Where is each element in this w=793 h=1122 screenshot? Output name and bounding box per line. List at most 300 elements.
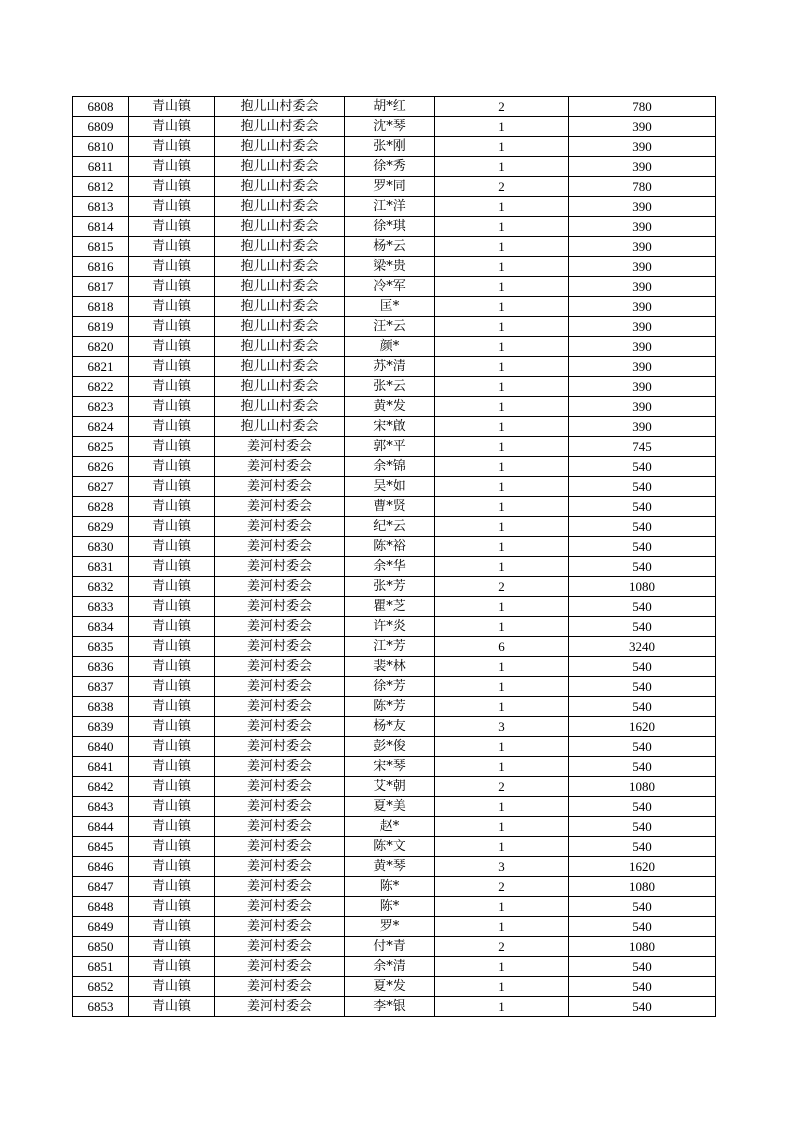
row-number-cell: 6816 (73, 257, 129, 277)
village-committee-cell: 抱儿山村委会 (215, 397, 345, 417)
count-cell: 1 (435, 217, 569, 237)
name-cell: 张*芳 (345, 577, 435, 597)
name-cell: 沈*琴 (345, 117, 435, 137)
row-number-cell: 6835 (73, 637, 129, 657)
table-row (73, 777, 716, 797)
name-cell: 宋*琴 (345, 757, 435, 777)
count-cell: 1 (435, 137, 569, 157)
count-cell: 1 (435, 297, 569, 317)
name-cell: 匡* (345, 297, 435, 317)
town-cell: 青山镇 (129, 197, 215, 217)
amount-cell: 540 (569, 657, 716, 677)
town-cell: 青山镇 (129, 117, 215, 137)
name-cell: 杨*友 (345, 717, 435, 737)
village-committee-cell: 姜河村委会 (215, 437, 345, 457)
table-row (73, 137, 716, 157)
count-cell: 1 (435, 277, 569, 297)
table-row (73, 837, 716, 857)
village-committee-cell: 姜河村委会 (215, 737, 345, 757)
count-cell: 1 (435, 677, 569, 697)
name-cell: 江*芳 (345, 637, 435, 657)
table-row (73, 877, 716, 897)
amount-cell: 540 (569, 477, 716, 497)
name-cell: 胡*红 (345, 97, 435, 117)
row-number-cell: 6815 (73, 237, 129, 257)
row-number-cell: 6849 (73, 917, 129, 937)
town-cell: 青山镇 (129, 517, 215, 537)
count-cell: 3 (435, 717, 569, 737)
amount-cell: 1080 (569, 777, 716, 797)
row-number-cell: 6843 (73, 797, 129, 817)
row-number-cell: 6853 (73, 997, 129, 1017)
amount-cell: 540 (569, 797, 716, 817)
row-number-cell: 6845 (73, 837, 129, 857)
name-cell: 瞿*芝 (345, 597, 435, 617)
village-committee-cell: 姜河村委会 (215, 557, 345, 577)
count-cell: 1 (435, 357, 569, 377)
village-committee-cell: 姜河村委会 (215, 537, 345, 557)
count-cell: 1 (435, 497, 569, 517)
amount-cell: 540 (569, 457, 716, 477)
count-cell: 1 (435, 197, 569, 217)
town-cell: 青山镇 (129, 897, 215, 917)
table-row (73, 677, 716, 697)
count-cell: 1 (435, 317, 569, 337)
table-row (73, 657, 716, 677)
name-cell: 赵* (345, 817, 435, 837)
village-committee-cell: 抱儿山村委会 (215, 337, 345, 357)
row-number-cell: 6817 (73, 277, 129, 297)
village-committee-cell: 抱儿山村委会 (215, 97, 345, 117)
village-committee-cell: 抱儿山村委会 (215, 217, 345, 237)
town-cell: 青山镇 (129, 337, 215, 357)
row-number-cell: 6847 (73, 877, 129, 897)
village-committee-cell: 姜河村委会 (215, 717, 345, 737)
count-cell: 2 (435, 177, 569, 197)
village-committee-cell: 姜河村委会 (215, 677, 345, 697)
row-number-cell: 6830 (73, 537, 129, 557)
count-cell: 2 (435, 877, 569, 897)
amount-cell: 540 (569, 917, 716, 937)
name-cell: 陈*文 (345, 837, 435, 857)
amount-cell: 540 (569, 957, 716, 977)
amount-cell: 390 (569, 397, 716, 417)
name-cell: 吴*如 (345, 477, 435, 497)
table-row (73, 157, 716, 177)
amount-cell: 1620 (569, 857, 716, 877)
town-cell: 青山镇 (129, 677, 215, 697)
village-committee-cell: 姜河村委会 (215, 817, 345, 837)
town-cell: 青山镇 (129, 477, 215, 497)
name-cell: 许*炎 (345, 617, 435, 637)
count-cell: 1 (435, 537, 569, 557)
name-cell: 付*青 (345, 937, 435, 957)
town-cell: 青山镇 (129, 157, 215, 177)
town-cell: 青山镇 (129, 497, 215, 517)
town-cell: 青山镇 (129, 217, 215, 237)
count-cell: 3 (435, 857, 569, 877)
name-cell: 梁*贵 (345, 257, 435, 277)
row-number-cell: 6826 (73, 457, 129, 477)
table-row (73, 897, 716, 917)
table-row (73, 937, 716, 957)
name-cell: 陈* (345, 877, 435, 897)
amount-cell: 390 (569, 237, 716, 257)
amount-cell: 390 (569, 377, 716, 397)
name-cell: 纪*云 (345, 517, 435, 537)
count-cell: 1 (435, 797, 569, 817)
village-committee-cell: 姜河村委会 (215, 657, 345, 677)
name-cell: 艾*朝 (345, 777, 435, 797)
village-committee-cell: 姜河村委会 (215, 777, 345, 797)
village-committee-cell: 姜河村委会 (215, 457, 345, 477)
table-row (73, 477, 716, 497)
amount-cell: 1080 (569, 877, 716, 897)
town-cell: 青山镇 (129, 937, 215, 957)
table-row (73, 817, 716, 837)
name-cell: 夏*发 (345, 977, 435, 997)
name-cell: 余*华 (345, 557, 435, 577)
table-row (73, 97, 716, 117)
name-cell: 江*洋 (345, 197, 435, 217)
table-row (73, 377, 716, 397)
village-committee-cell: 姜河村委会 (215, 697, 345, 717)
name-cell: 黄*发 (345, 397, 435, 417)
village-committee-cell: 姜河村委会 (215, 577, 345, 597)
row-number-cell: 6841 (73, 757, 129, 777)
count-cell: 6 (435, 637, 569, 657)
table-row (73, 597, 716, 617)
village-committee-cell: 抱儿山村委会 (215, 277, 345, 297)
table-row (73, 617, 716, 637)
table-row (73, 257, 716, 277)
town-cell: 青山镇 (129, 237, 215, 257)
row-number-cell: 6851 (73, 957, 129, 977)
count-cell: 1 (435, 237, 569, 257)
count-cell: 1 (435, 557, 569, 577)
row-number-cell: 6809 (73, 117, 129, 137)
table-row (73, 917, 716, 937)
count-cell: 1 (435, 337, 569, 357)
town-cell: 青山镇 (129, 97, 215, 117)
town-cell: 青山镇 (129, 877, 215, 897)
village-committee-cell: 姜河村委会 (215, 897, 345, 917)
town-cell: 青山镇 (129, 317, 215, 337)
amount-cell: 540 (569, 757, 716, 777)
row-number-cell: 6808 (73, 97, 129, 117)
amount-cell: 540 (569, 557, 716, 577)
count-cell: 1 (435, 477, 569, 497)
table-row (73, 737, 716, 757)
row-number-cell: 6825 (73, 437, 129, 457)
row-number-cell: 6828 (73, 497, 129, 517)
town-cell: 青山镇 (129, 277, 215, 297)
town-cell: 青山镇 (129, 437, 215, 457)
count-cell: 1 (435, 997, 569, 1017)
village-committee-cell: 抱儿山村委会 (215, 237, 345, 257)
town-cell: 青山镇 (129, 917, 215, 937)
table-row (73, 217, 716, 237)
town-cell: 青山镇 (129, 697, 215, 717)
table-row (73, 577, 716, 597)
row-number-cell: 6811 (73, 157, 129, 177)
table-row (73, 357, 716, 377)
village-committee-cell: 姜河村委会 (215, 497, 345, 517)
village-committee-cell: 抱儿山村委会 (215, 257, 345, 277)
amount-cell: 540 (569, 617, 716, 637)
count-cell: 1 (435, 917, 569, 937)
table-row (73, 417, 716, 437)
table-row (73, 997, 716, 1017)
amount-cell: 390 (569, 197, 716, 217)
row-number-cell: 6829 (73, 517, 129, 537)
town-cell: 青山镇 (129, 537, 215, 557)
table-row (73, 277, 716, 297)
table-body (73, 97, 716, 1017)
village-committee-cell: 姜河村委会 (215, 937, 345, 957)
count-cell: 1 (435, 417, 569, 437)
name-cell: 杨*云 (345, 237, 435, 257)
amount-cell: 540 (569, 697, 716, 717)
row-number-cell: 6840 (73, 737, 129, 757)
village-committee-cell: 姜河村委会 (215, 917, 345, 937)
name-cell: 陈* (345, 897, 435, 917)
table-row (73, 457, 716, 477)
table-row (73, 977, 716, 997)
row-number-cell: 6846 (73, 857, 129, 877)
count-cell: 2 (435, 97, 569, 117)
count-cell: 1 (435, 977, 569, 997)
count-cell: 1 (435, 897, 569, 917)
count-cell: 1 (435, 457, 569, 477)
count-cell: 2 (435, 777, 569, 797)
count-cell: 2 (435, 577, 569, 597)
row-number-cell: 6810 (73, 137, 129, 157)
row-number-cell: 6834 (73, 617, 129, 637)
table-row (73, 177, 716, 197)
count-cell: 1 (435, 257, 569, 277)
amount-cell: 3240 (569, 637, 716, 657)
row-number-cell: 6838 (73, 697, 129, 717)
amount-cell: 390 (569, 217, 716, 237)
table-row (73, 337, 716, 357)
town-cell: 青山镇 (129, 657, 215, 677)
amount-cell: 390 (569, 117, 716, 137)
name-cell: 曹*贤 (345, 497, 435, 517)
count-cell: 1 (435, 657, 569, 677)
village-committee-cell: 姜河村委会 (215, 617, 345, 637)
amount-cell: 540 (569, 537, 716, 557)
village-committee-cell: 抱儿山村委会 (215, 317, 345, 337)
count-cell: 1 (435, 117, 569, 137)
town-cell: 青山镇 (129, 417, 215, 437)
table-row (73, 757, 716, 777)
town-cell: 青山镇 (129, 357, 215, 377)
amount-cell: 390 (569, 157, 716, 177)
amount-cell: 1080 (569, 937, 716, 957)
town-cell: 青山镇 (129, 637, 215, 657)
amount-cell: 390 (569, 277, 716, 297)
village-committee-cell: 姜河村委会 (215, 477, 345, 497)
amount-cell: 780 (569, 97, 716, 117)
town-cell: 青山镇 (129, 797, 215, 817)
table-row (73, 297, 716, 317)
table-row (73, 857, 716, 877)
amount-cell: 540 (569, 997, 716, 1017)
name-cell: 宋*啟 (345, 417, 435, 437)
amount-cell: 1080 (569, 577, 716, 597)
count-cell: 2 (435, 937, 569, 957)
amount-cell: 780 (569, 177, 716, 197)
town-cell: 青山镇 (129, 297, 215, 317)
table-row (73, 557, 716, 577)
table-row (73, 437, 716, 457)
count-cell: 1 (435, 957, 569, 977)
town-cell: 青山镇 (129, 177, 215, 197)
name-cell: 郭*平 (345, 437, 435, 457)
name-cell: 夏*美 (345, 797, 435, 817)
amount-cell: 390 (569, 317, 716, 337)
town-cell: 青山镇 (129, 717, 215, 737)
row-number-cell: 6820 (73, 337, 129, 357)
row-number-cell: 6813 (73, 197, 129, 217)
row-number-cell: 6821 (73, 357, 129, 377)
village-committee-cell: 姜河村委会 (215, 797, 345, 817)
town-cell: 青山镇 (129, 857, 215, 877)
name-cell: 黄*琴 (345, 857, 435, 877)
town-cell: 青山镇 (129, 377, 215, 397)
name-cell: 徐*秀 (345, 157, 435, 177)
table-row (73, 497, 716, 517)
name-cell: 余*清 (345, 957, 435, 977)
amount-cell: 540 (569, 897, 716, 917)
name-cell: 罗* (345, 917, 435, 937)
row-number-cell: 6836 (73, 657, 129, 677)
name-cell: 彭*俊 (345, 737, 435, 757)
town-cell: 青山镇 (129, 997, 215, 1017)
village-committee-cell: 姜河村委会 (215, 997, 345, 1017)
amount-cell: 540 (569, 677, 716, 697)
count-cell: 1 (435, 617, 569, 637)
table-row (73, 117, 716, 137)
amount-cell: 540 (569, 977, 716, 997)
count-cell: 1 (435, 397, 569, 417)
name-cell: 徐*芳 (345, 677, 435, 697)
village-committee-cell: 姜河村委会 (215, 597, 345, 617)
town-cell: 青山镇 (129, 557, 215, 577)
amount-cell: 540 (569, 737, 716, 757)
name-cell: 余*锦 (345, 457, 435, 477)
table-row (73, 397, 716, 417)
amount-cell: 540 (569, 837, 716, 857)
table-row (73, 517, 716, 537)
village-committee-cell: 抱儿山村委会 (215, 357, 345, 377)
name-cell: 苏*清 (345, 357, 435, 377)
village-committee-cell: 姜河村委会 (215, 857, 345, 877)
table-row (73, 537, 716, 557)
name-cell: 罗*同 (345, 177, 435, 197)
name-cell: 张*云 (345, 377, 435, 397)
village-committee-cell: 抱儿山村委会 (215, 377, 345, 397)
amount-cell: 540 (569, 497, 716, 517)
amount-cell: 540 (569, 597, 716, 617)
name-cell: 裴*林 (345, 657, 435, 677)
town-cell: 青山镇 (129, 817, 215, 837)
village-committee-cell: 抱儿山村委会 (215, 177, 345, 197)
town-cell: 青山镇 (129, 397, 215, 417)
town-cell: 青山镇 (129, 977, 215, 997)
town-cell: 青山镇 (129, 597, 215, 617)
village-committee-cell: 抱儿山村委会 (215, 117, 345, 137)
town-cell: 青山镇 (129, 737, 215, 757)
table-row (73, 197, 716, 217)
row-number-cell: 6852 (73, 977, 129, 997)
name-cell: 李*银 (345, 997, 435, 1017)
amount-cell: 390 (569, 337, 716, 357)
town-cell: 青山镇 (129, 957, 215, 977)
village-committee-cell: 姜河村委会 (215, 957, 345, 977)
town-cell: 青山镇 (129, 837, 215, 857)
row-number-cell: 6827 (73, 477, 129, 497)
table-row (73, 957, 716, 977)
name-cell: 张*刚 (345, 137, 435, 157)
row-number-cell: 6833 (73, 597, 129, 617)
row-number-cell: 6832 (73, 577, 129, 597)
village-committee-cell: 姜河村委会 (215, 517, 345, 537)
village-committee-cell: 抱儿山村委会 (215, 417, 345, 437)
village-committee-cell: 抱儿山村委会 (215, 137, 345, 157)
village-committee-cell: 抱儿山村委会 (215, 197, 345, 217)
data-table (72, 96, 716, 1017)
village-committee-cell: 抱儿山村委会 (215, 297, 345, 317)
table-row (73, 797, 716, 817)
village-committee-cell: 姜河村委会 (215, 637, 345, 657)
table-row (73, 237, 716, 257)
count-cell: 1 (435, 377, 569, 397)
table-row (73, 317, 716, 337)
town-cell: 青山镇 (129, 757, 215, 777)
amount-cell: 540 (569, 517, 716, 537)
row-number-cell: 6850 (73, 937, 129, 957)
town-cell: 青山镇 (129, 457, 215, 477)
table-row (73, 717, 716, 737)
town-cell: 青山镇 (129, 617, 215, 637)
count-cell: 1 (435, 437, 569, 457)
row-number-cell: 6848 (73, 897, 129, 917)
count-cell: 1 (435, 697, 569, 717)
amount-cell: 390 (569, 297, 716, 317)
count-cell: 1 (435, 817, 569, 837)
amount-cell: 390 (569, 417, 716, 437)
row-number-cell: 6814 (73, 217, 129, 237)
count-cell: 1 (435, 837, 569, 857)
name-cell: 陈*芳 (345, 697, 435, 717)
row-number-cell: 6812 (73, 177, 129, 197)
town-cell: 青山镇 (129, 577, 215, 597)
row-number-cell: 6822 (73, 377, 129, 397)
row-number-cell: 6819 (73, 317, 129, 337)
amount-cell: 390 (569, 137, 716, 157)
town-cell: 青山镇 (129, 257, 215, 277)
table-row (73, 697, 716, 717)
village-committee-cell: 姜河村委会 (215, 877, 345, 897)
village-committee-cell: 姜河村委会 (215, 837, 345, 857)
name-cell: 徐*琪 (345, 217, 435, 237)
name-cell: 冷*军 (345, 277, 435, 297)
amount-cell: 745 (569, 437, 716, 457)
name-cell: 陈*裕 (345, 537, 435, 557)
count-cell: 1 (435, 737, 569, 757)
